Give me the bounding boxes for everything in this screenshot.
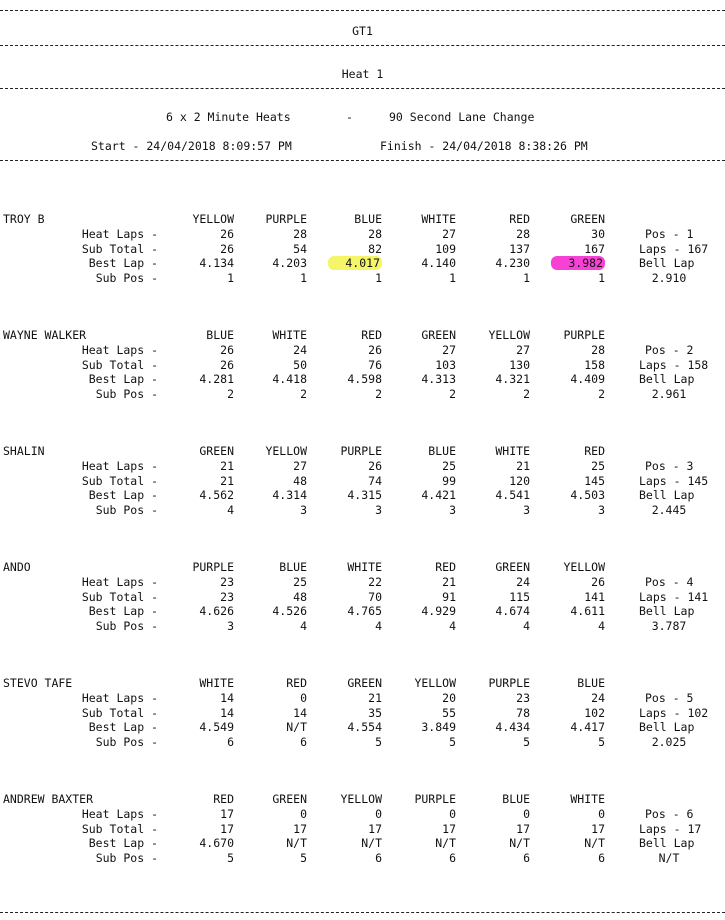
divider: [0, 45, 725, 46]
position-summary: Pos - 1: [645, 227, 694, 241]
lap-value: 24: [516, 575, 530, 589]
lap-value: 4.421: [421, 488, 456, 502]
lane-color-label: RED: [584, 444, 605, 458]
lane-color-label: WHITE: [421, 212, 456, 226]
lap-value: 5: [523, 734, 530, 749]
lap-value: 115: [509, 589, 530, 604]
lap-value: 2: [523, 386, 530, 401]
lap-value: 23: [516, 691, 530, 705]
lap-value: 21: [516, 459, 530, 473]
lap-value: 5: [598, 734, 605, 749]
lap-value: 167: [584, 241, 605, 256]
header-separator: -: [346, 110, 353, 124]
position-summary: Pos - 3: [645, 459, 694, 473]
row-label: Sub Pos -: [95, 386, 158, 401]
lap-value: 3.849: [421, 720, 456, 734]
lap-value: 21: [220, 473, 234, 488]
lane-color-label: PURPLE: [192, 560, 234, 574]
lap-value: 4.017: [328, 256, 382, 270]
bell-lap-label: Bell Lap: [639, 372, 695, 386]
row-label: Heat Laps -: [81, 807, 158, 821]
row-label: Sub Pos -: [95, 270, 158, 285]
lane-color-label: PURPLE: [488, 676, 530, 690]
lap-value: 6: [598, 850, 605, 865]
lap-value: 3: [375, 502, 382, 517]
lap-value: 5: [375, 734, 382, 749]
lap-value: 130: [509, 357, 530, 372]
lap-value: 4.626: [199, 604, 234, 618]
lap-value: 0: [449, 807, 456, 821]
row-label: Sub Pos -: [95, 502, 158, 517]
lap-value: 120: [509, 473, 530, 488]
total-laps-summary: Laps - 102: [639, 705, 709, 720]
lap-value: 4.315: [347, 488, 382, 502]
row-label: Heat Laps -: [81, 691, 158, 705]
row-label: Heat Laps -: [81, 343, 158, 357]
lap-value: 2: [598, 386, 605, 401]
lap-value: 4.674: [495, 604, 530, 618]
lap-value: 158: [584, 357, 605, 372]
lap-value: 102: [584, 705, 605, 720]
row-label: Sub Pos -: [95, 734, 158, 749]
page-title: GT1: [352, 24, 373, 38]
lap-value: 4.140: [421, 256, 456, 270]
lap-value: 24: [591, 691, 605, 705]
lane-color-label: BLUE: [428, 444, 456, 458]
lap-value: 1: [300, 270, 307, 285]
lap-value: 82: [368, 241, 382, 256]
lap-value: 27: [442, 227, 456, 241]
total-laps-summary: Laps - 167: [639, 241, 709, 256]
lane-color-label: PURPLE: [563, 328, 605, 342]
lap-value: 28: [293, 227, 307, 241]
lap-value: 27: [516, 343, 530, 357]
lane-color-label: GREEN: [347, 676, 382, 690]
lane-color-label: WHITE: [570, 792, 605, 806]
lap-value: 0: [300, 807, 307, 821]
lap-value: N/T: [435, 836, 456, 850]
lap-value: 1: [598, 270, 605, 285]
lap-value: 91: [442, 589, 456, 604]
lap-value: N/T: [584, 836, 605, 850]
lap-value: 1: [523, 270, 530, 285]
lane-color-label: BLUE: [354, 212, 382, 226]
lap-value: 0: [523, 807, 530, 821]
lane-color-label: YELLOW: [488, 328, 530, 342]
bell-lap-label: Bell Lap: [639, 256, 695, 270]
bell-lap-value: 2.025: [651, 734, 687, 749]
lap-value: 4.230: [495, 256, 530, 270]
lap-value: 14: [220, 691, 234, 705]
lap-value: 3.982: [551, 256, 605, 270]
lap-value: 30: [591, 227, 605, 241]
lap-value: 4.670: [199, 836, 234, 850]
lap-value: 17: [442, 821, 456, 836]
lane-color-label: PURPLE: [265, 212, 307, 226]
lane-color-label: YELLOW: [265, 444, 307, 458]
heat-title: Heat 1: [341, 67, 384, 81]
total-laps-summary: Laps - 158: [639, 357, 709, 372]
lap-value: 21: [442, 575, 456, 589]
lap-value: 145: [584, 473, 605, 488]
position-summary: Pos - 6: [645, 807, 694, 821]
lap-value: N/T: [509, 836, 530, 850]
lap-value: 1: [227, 270, 234, 285]
lap-value: 28: [516, 227, 530, 241]
position-summary: Pos - 4: [645, 575, 694, 589]
lap-value: 28: [591, 343, 605, 357]
lap-value: 50: [293, 357, 307, 372]
row-label: Best Lap -: [88, 256, 158, 270]
total-laps-summary: Laps - 141: [639, 589, 709, 604]
lap-value: 99: [442, 473, 456, 488]
lap-value: 54: [293, 241, 307, 256]
bell-lap-label: Bell Lap: [639, 836, 695, 850]
lap-value: 4: [598, 618, 605, 633]
lap-value: 4.281: [199, 372, 234, 386]
lane-color-label: RED: [361, 328, 382, 342]
lap-value: 6: [449, 850, 456, 865]
driver-name: TROY B: [3, 212, 45, 226]
lap-value: 0: [598, 807, 605, 821]
driver-name: ANDREW BAXTER: [3, 792, 94, 806]
lap-value: 17: [591, 821, 605, 836]
divider: [0, 160, 725, 161]
row-label: Heat Laps -: [81, 227, 158, 241]
total-laps-summary: Laps - 145: [639, 473, 709, 488]
lap-value: 3: [300, 502, 307, 517]
lap-value: 17: [293, 821, 307, 836]
lap-value: 26: [220, 357, 234, 372]
row-label: Heat Laps -: [81, 575, 158, 589]
lap-value: 70: [368, 589, 382, 604]
lap-value: 78: [516, 705, 530, 720]
lap-value: 4.434: [495, 720, 530, 734]
lap-value: 4.554: [347, 720, 382, 734]
lap-value: 3: [598, 502, 605, 517]
lane-change: 90 Second Lane Change: [389, 110, 535, 124]
lap-value: 5: [300, 850, 307, 865]
row-label: Sub Total -: [81, 357, 158, 372]
lane-color-label: YELLOW: [563, 560, 605, 574]
row-label: Sub Pos -: [95, 618, 158, 633]
lane-color-label: WHITE: [495, 444, 530, 458]
lap-value: 74: [368, 473, 382, 488]
lap-value: 76: [368, 357, 382, 372]
start-time: Start - 24/04/2018 8:09:57 PM: [91, 139, 292, 153]
total-laps-summary: Laps - 17: [639, 821, 702, 836]
row-label: Best Lap -: [88, 836, 158, 850]
row-label: Best Lap -: [88, 720, 158, 734]
lap-value: 4.418: [272, 372, 307, 386]
bell-lap-label: Bell Lap: [639, 488, 695, 502]
lap-value: 4.765: [347, 604, 382, 618]
lap-value: 48: [293, 589, 307, 604]
lane-color-label: GREEN: [570, 212, 605, 226]
lap-value: 26: [368, 459, 382, 473]
lap-value: 21: [368, 691, 382, 705]
lap-value: 4.562: [199, 488, 234, 502]
lap-value: 4: [523, 618, 530, 633]
divider: [0, 10, 725, 11]
lap-value: 14: [293, 705, 307, 720]
lap-value: 48: [293, 473, 307, 488]
row-label: Sub Total -: [81, 241, 158, 256]
lap-value: 25: [591, 459, 605, 473]
lap-value: 4: [227, 502, 234, 517]
lane-color-label: PURPLE: [414, 792, 456, 806]
lane-color-label: RED: [286, 676, 307, 690]
lane-color-label: BLUE: [279, 560, 307, 574]
driver-name: SHALIN: [3, 444, 45, 458]
lap-value: 3: [449, 502, 456, 517]
lane-color-label: BLUE: [577, 676, 605, 690]
lap-value: 27: [442, 343, 456, 357]
lap-value: 4.314: [272, 488, 307, 502]
lap-value: 17: [368, 821, 382, 836]
lap-value: 17: [220, 807, 234, 821]
lap-value: 2: [227, 386, 234, 401]
lane-color-label: RED: [213, 792, 234, 806]
lap-value: 5: [449, 734, 456, 749]
row-label: Best Lap -: [88, 372, 158, 386]
lane-color-label: GREEN: [199, 444, 234, 458]
lap-value: 0: [300, 691, 307, 705]
lap-value: 2: [300, 386, 307, 401]
row-label: Sub Total -: [81, 473, 158, 488]
lap-value: 6: [375, 850, 382, 865]
lap-value: 4: [449, 618, 456, 633]
lane-color-label: YELLOW: [414, 676, 456, 690]
row-label: Best Lap -: [88, 488, 158, 502]
lap-value: 6: [523, 850, 530, 865]
bell-lap-label: Bell Lap: [639, 604, 695, 618]
lap-value: 26: [220, 241, 234, 256]
lap-value: 20: [442, 691, 456, 705]
lap-value: 4.203: [272, 256, 307, 270]
lap-value: 1: [375, 270, 382, 285]
lane-color-label: RED: [435, 560, 456, 574]
divider: [0, 912, 725, 913]
lane-color-label: GREEN: [421, 328, 456, 342]
bell-lap-label: Bell Lap: [639, 720, 695, 734]
lap-value: 28: [368, 227, 382, 241]
lap-value: 26: [220, 227, 234, 241]
lap-value: 25: [442, 459, 456, 473]
lap-value: 17: [220, 821, 234, 836]
lap-value: 4.526: [272, 604, 307, 618]
position-summary: Pos - 2: [645, 343, 694, 357]
heat-format: 6 x 2 Minute Heats: [166, 110, 291, 124]
row-label: Best Lap -: [88, 604, 158, 618]
finish-time: Finish - 24/04/2018 8:38:26 PM: [380, 139, 588, 153]
lap-value: 23: [220, 589, 234, 604]
lap-value: 6: [227, 734, 234, 749]
lap-value: 27: [293, 459, 307, 473]
lap-value: 21: [220, 459, 234, 473]
lap-value: 24: [293, 343, 307, 357]
lap-value: 22: [368, 575, 382, 589]
lane-color-label: WHITE: [272, 328, 307, 342]
driver-name: ANDO: [3, 560, 31, 574]
lap-value: 4: [375, 618, 382, 633]
lap-value: 137: [509, 241, 530, 256]
lane-color-label: WHITE: [347, 560, 382, 574]
row-label: Sub Pos -: [95, 850, 158, 865]
lap-value: 35: [368, 705, 382, 720]
lane-color-label: YELLOW: [192, 212, 234, 226]
lap-value: 4.134: [199, 256, 234, 270]
driver-name: WAYNE WALKER: [3, 328, 87, 342]
lap-value: 26: [220, 343, 234, 357]
lap-value: 26: [368, 343, 382, 357]
lap-value: N/T: [286, 720, 307, 734]
lap-value: 4.321: [495, 372, 530, 386]
lap-value: N/T: [361, 836, 382, 850]
lap-value: 1: [449, 270, 456, 285]
lane-color-label: GREEN: [272, 792, 307, 806]
lap-value: 3: [523, 502, 530, 517]
lane-color-label: BLUE: [502, 792, 530, 806]
lap-value: 4.541: [495, 488, 530, 502]
lap-value: 6: [300, 734, 307, 749]
lane-color-label: GREEN: [495, 560, 530, 574]
lap-value: 141: [584, 589, 605, 604]
bell-lap-value: N/T: [658, 850, 680, 865]
row-label: Heat Laps -: [81, 459, 158, 473]
lane-color-label: WHITE: [199, 676, 234, 690]
lap-value: 4.503: [570, 488, 605, 502]
lap-value: 25: [293, 575, 307, 589]
lap-value: 4.313: [421, 372, 456, 386]
lap-value: 4.409: [570, 372, 605, 386]
position-summary: Pos - 5: [645, 691, 694, 705]
lane-color-label: BLUE: [206, 328, 234, 342]
lap-value: 26: [591, 575, 605, 589]
bell-lap-value: 2.910: [651, 270, 687, 285]
lap-value: 4.611: [570, 604, 605, 618]
row-label: Sub Total -: [81, 821, 158, 836]
lap-value: N/T: [286, 836, 307, 850]
lane-color-label: YELLOW: [340, 792, 382, 806]
lap-value: 4.929: [421, 604, 456, 618]
lap-value: 4.549: [199, 720, 234, 734]
lap-value: 103: [435, 357, 456, 372]
bell-lap-value: 2.961: [651, 386, 687, 401]
lap-value: 14: [220, 705, 234, 720]
lap-value: 2: [449, 386, 456, 401]
row-label: Sub Total -: [81, 589, 158, 604]
lap-value: 5: [227, 850, 234, 865]
lap-value: 2: [375, 386, 382, 401]
lap-value: 23: [220, 575, 234, 589]
lap-value: 4.417: [570, 720, 605, 734]
lap-value: 17: [516, 821, 530, 836]
lap-value: 0: [375, 807, 382, 821]
row-label: Sub Total -: [81, 705, 158, 720]
lap-value: 3: [227, 618, 234, 633]
bell-lap-value: 2.445: [651, 502, 687, 517]
bell-lap-value: 3.787: [651, 618, 687, 633]
driver-name: STEVO TAFE: [3, 676, 73, 690]
divider: [0, 88, 725, 89]
lap-value: 109: [435, 241, 456, 256]
lane-color-label: RED: [509, 212, 530, 226]
lane-color-label: PURPLE: [340, 444, 382, 458]
lap-value: 4.598: [347, 372, 382, 386]
lap-value: 4: [300, 618, 307, 633]
lap-value: 55: [442, 705, 456, 720]
